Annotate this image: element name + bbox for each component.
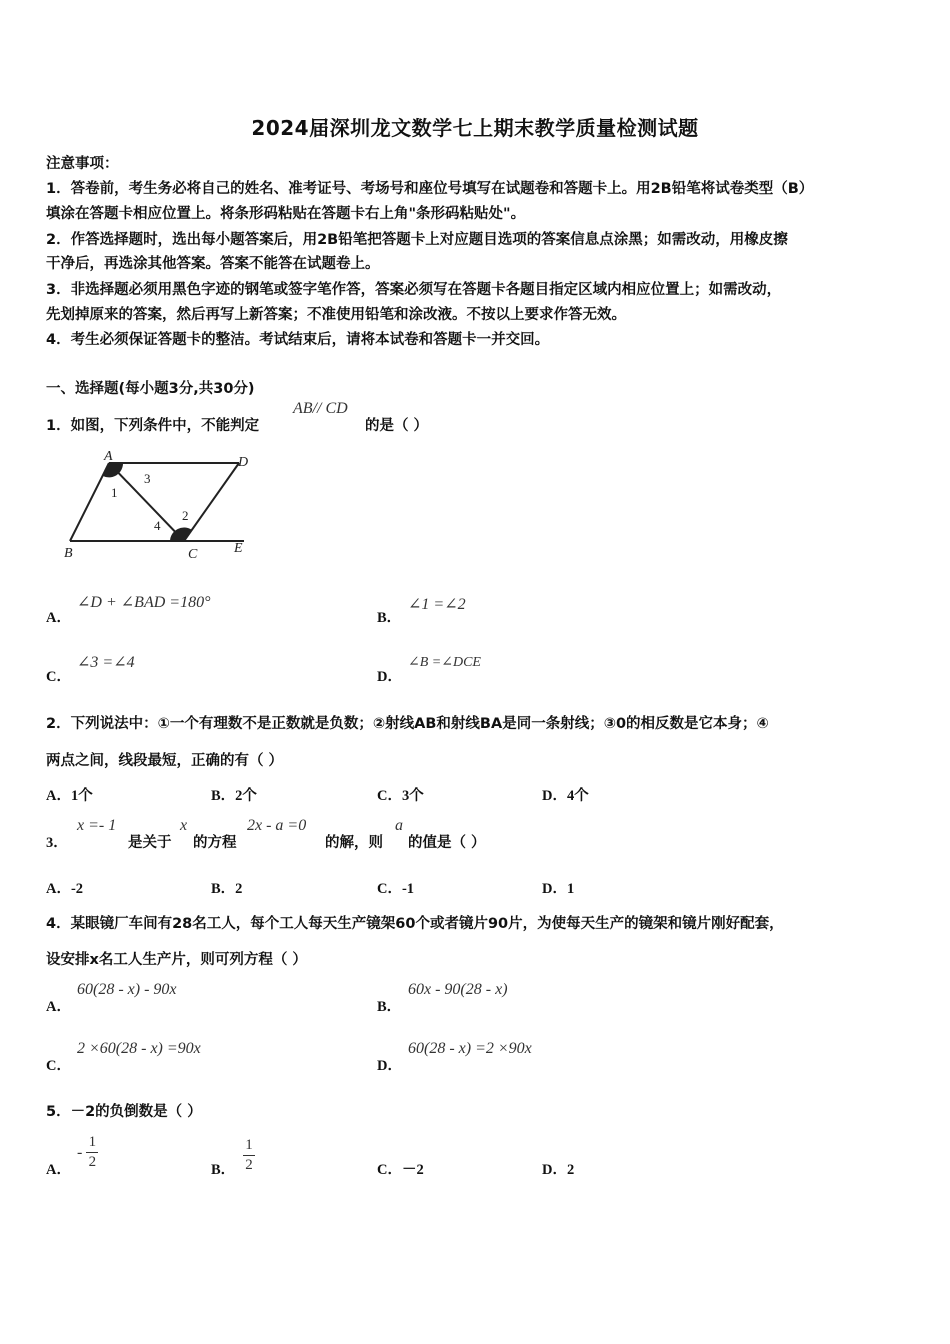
q1-option-c-label: C． (46, 669, 71, 685)
q4-option-d-label: D． (377, 1058, 402, 1074)
q5-stem: 5．－2的负倒数是（ ） (46, 1104, 202, 1120)
geometry-figure (56, 448, 256, 563)
notice-line: 先划掉原来的答案，然后再写上新答案；不准使用铅笔和涂改液。不按以上要求作答无效。 (46, 307, 626, 323)
q3-option-c: C．-1 (377, 881, 415, 897)
q5-option-b-value (243, 1134, 255, 1174)
segment-dc (184, 463, 239, 541)
q5-option-a-value (77, 1134, 98, 1171)
minus-sign: - (77, 1143, 83, 1161)
q3-text: 是关于 (128, 835, 172, 851)
q4-option-c-math: 2 ×60(28 - x) =90x (77, 1040, 201, 1057)
page-title: 2024届深圳龙文数学七上期末教学质量检测试题 (251, 116, 699, 140)
fraction (86, 1134, 98, 1171)
q4-option-d-math: 60(28 - x) =2 ×90x (408, 1040, 532, 1057)
q2-option-d: D．4个 (542, 788, 589, 804)
q5-option-d: D．2 (542, 1162, 575, 1178)
notice-line: 1．答卷前，考生务必将自己的姓名、准考证号、考场号和座位号填写在试题卷和答题卡上。用2B铅笔将试卷类型（B） (46, 181, 814, 197)
q4-option-b-label: B． (377, 999, 402, 1015)
numerator: 1 (245, 1137, 253, 1153)
angle-label-4: 4 (154, 518, 161, 533)
q4-line1: 4．某眼镜厂车间有28名工人，每个工人每天生产镜架60个或者镜片90片，为使每天生产的镜架和镜片刚好配套， (46, 916, 784, 932)
q3-option-b: B．2 (211, 881, 243, 897)
section-heading: 一、选择题(每小题3分,共30分) (46, 381, 255, 397)
q2-line2: 两点之间，线段最短，正确的有（ ） (46, 753, 284, 769)
numerator: 1 (88, 1134, 97, 1150)
notice-line: 干净后，再选涂其他答案。答案不能答在试题卷上。 (46, 256, 380, 272)
point-label-b: B (64, 546, 73, 561)
q2-option-c: C．3个 (377, 788, 424, 804)
q1-option-b-label: B． (377, 610, 402, 626)
q1-option-a-math: ∠D + ∠BAD =180° (77, 594, 211, 611)
point-label-d: D (238, 455, 249, 470)
q3-text: 的方程 (193, 835, 237, 851)
q2-option-a: A．1个 (46, 788, 93, 804)
q2-line1: 2．下列说法中：①一个有理数不是正数就是负数；②射线AB和射线BA是同一条射线；③0的相反数是它本身；④ (46, 716, 769, 732)
notice-heading: 注意事项： (46, 156, 119, 172)
q1-math: AB// CD (293, 400, 348, 417)
q3-option-a: A．-2 (46, 881, 84, 897)
denominator: 2 (245, 1157, 253, 1173)
q1-option-c-math: ∠3 =∠4 (77, 654, 135, 671)
notice-line: 4．考生必须保证答题卡的整洁。考试结束后，请将本试卷和答题卡一并交回。 (46, 332, 550, 348)
q4-option-c-label: C． (46, 1058, 71, 1074)
q1-suffix: 的是（ ） (365, 418, 429, 434)
q3-math-var: x (180, 817, 188, 834)
notice-line: 填涂在答题卡相应位置上。将条形码粘贴在答题卡右上角"条形码粘贴处"。 (46, 206, 526, 222)
notice-line: 3．非选择题必须用黑色字迹的钢笔或签字笔作答，答案必须写在答题卡各题目指定区域内相应位置上；如需改动， (46, 282, 782, 298)
q4-option-b-math: 60x - 90(28 - x) (408, 981, 508, 998)
angle-label-1: 1 (111, 485, 118, 500)
q3-option-d: D．1 (542, 881, 575, 897)
point-label-a: A (104, 449, 113, 464)
q2-option-b: B．2个 (211, 788, 257, 804)
q1-prefix: 1．如图，下列条件中，不能判定 (46, 418, 260, 434)
denominator: 2 (88, 1154, 97, 1170)
q1-option-a-label: A． (46, 610, 71, 626)
q1-option-d-math: ∠B =∠DCE (408, 655, 481, 670)
fraction (243, 1137, 255, 1174)
q5-option-b-label: B． (211, 1162, 236, 1178)
q4-option-a-label: A． (46, 999, 71, 1015)
q5-option-a-label: A． (46, 1162, 71, 1178)
q3-math-x: x =- 1 (77, 817, 117, 834)
q3-text: 的解，则 (325, 835, 383, 851)
notice-line: 2．作答选择题时，选出每小题答案后，用2B铅笔把答题卡上对应题目选项的答案信息点涂黑；如需改动，用橡皮擦 (46, 232, 788, 248)
segment-ab (70, 463, 109, 541)
point-label-e: E (234, 541, 243, 556)
q5-option-c: C．－2 (377, 1162, 424, 1178)
q4-option-a-math: 60(28 - x) - 90x (77, 981, 177, 998)
q3-number: 3． (46, 835, 68, 851)
q4-line2: 设安排x名工人生产片，则可列方程（ ） (46, 952, 307, 968)
angle-label-2: 2 (182, 508, 189, 523)
q3-math-equation: 2x - a =0 (247, 817, 307, 834)
q3-text: 的值是（ ） (408, 835, 486, 851)
q3-math-a: a (395, 817, 403, 834)
angle-label-3: 3 (144, 471, 151, 486)
q1-option-d-label: D． (377, 669, 402, 685)
q1-option-b-math: ∠1 =∠2 (408, 596, 466, 613)
point-label-c: C (188, 547, 198, 562)
